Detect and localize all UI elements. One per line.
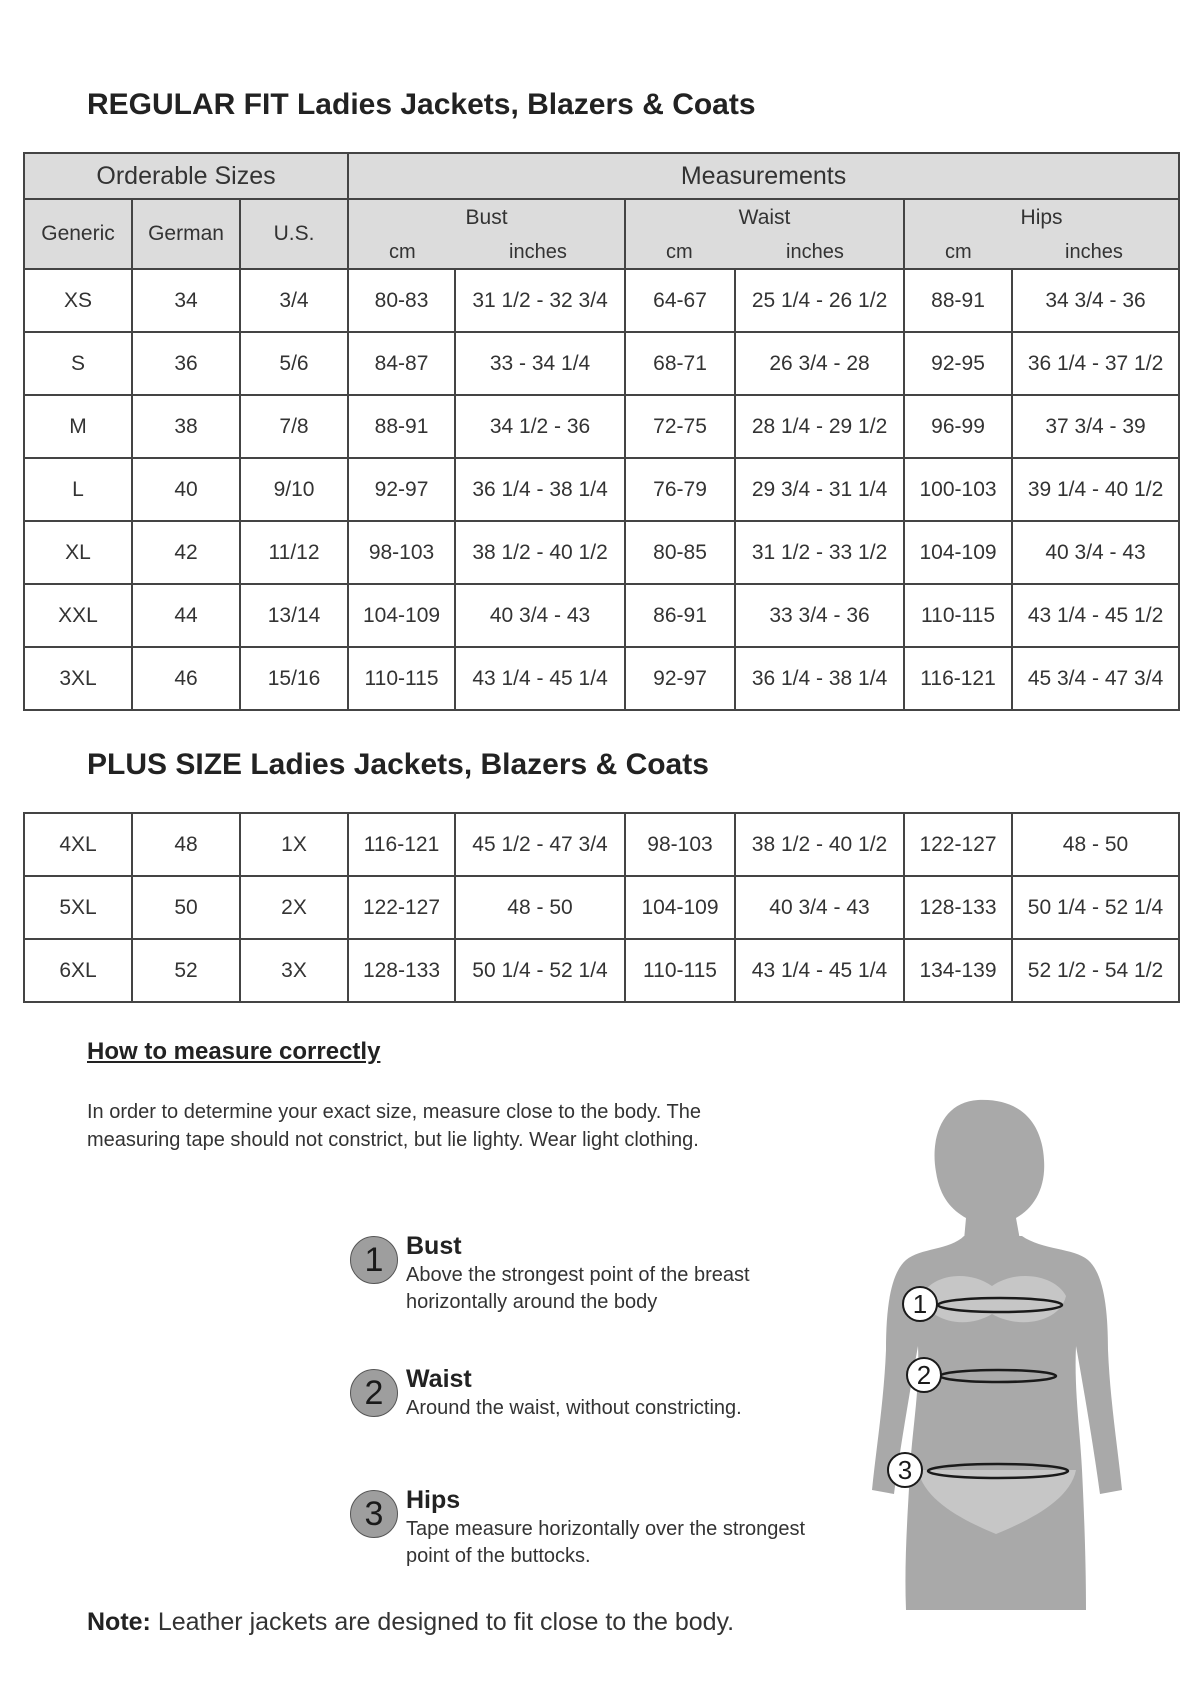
- hips-cm-cell: 116-121: [904, 647, 1012, 710]
- waist-inches-cell: 40 3/4 - 43: [735, 876, 904, 939]
- bust-inches-cell: 48 - 50: [455, 876, 625, 939]
- generic-cell: XXL: [24, 584, 132, 647]
- bust-cm-cell: 128-133: [348, 939, 455, 1002]
- bust-cm-cell: 80-83: [348, 269, 455, 332]
- german-cell: 42: [132, 521, 240, 584]
- bust-cm-label: cm: [389, 241, 416, 263]
- us-cell: 13/14: [240, 584, 348, 647]
- plus-size-table: [23, 812, 1180, 1003]
- bust-cm-cell: 110-115: [348, 647, 455, 710]
- size-row: [24, 813, 1179, 876]
- us-cell: 3/4: [240, 269, 348, 332]
- size-row: [24, 395, 1179, 458]
- bust-cm-cell: 122-127: [348, 876, 455, 939]
- waist-column-header: [625, 199, 904, 269]
- waist-inches-cell: 29 3/4 - 31 1/4: [735, 458, 904, 521]
- waist-cm-cell: 76-79: [625, 458, 735, 521]
- hips-inches-cell: 39 1/4 - 40 1/2: [1012, 458, 1179, 521]
- german-cell: 50: [132, 876, 240, 939]
- waist-inches-label: inches: [786, 241, 844, 263]
- waist-cm-cell: 64-67: [625, 269, 735, 332]
- bust-inches-label: inches: [509, 241, 567, 263]
- hips-marker-number: 3: [897, 1455, 913, 1485]
- size-row: [24, 584, 1179, 647]
- hips-inches-cell: 37 3/4 - 39: [1012, 395, 1179, 458]
- us-cell: 3X: [240, 939, 348, 1002]
- waist-label: Waist: [738, 206, 791, 229]
- hips-inches-cell: 52 1/2 - 54 1/2: [1012, 939, 1179, 1002]
- us-cell: 7/8: [240, 395, 348, 458]
- bust-column-header: [348, 199, 625, 269]
- german-cell: 40: [132, 458, 240, 521]
- hips-cm-cell: 128-133: [904, 876, 1012, 939]
- waist-inches-cell: 31 1/2 - 33 1/2: [735, 521, 904, 584]
- us-cell: 9/10: [240, 458, 348, 521]
- hips-inches-cell: 40 3/4 - 43: [1012, 521, 1179, 584]
- bust-cm-cell: 88-91: [348, 395, 455, 458]
- bust-label: Bust: [465, 206, 508, 229]
- generic-cell: 4XL: [24, 813, 132, 876]
- generic-cell: XS: [24, 269, 132, 332]
- us-cell: 15/16: [240, 647, 348, 710]
- bust-cm-cell: 84-87: [348, 332, 455, 395]
- size-row: [24, 876, 1179, 939]
- waist-inches-cell: 26 3/4 - 28: [735, 332, 904, 395]
- hips-inches-cell: 45 3/4 - 47 3/4: [1012, 647, 1179, 710]
- waist-cm-cell: 104-109: [625, 876, 735, 939]
- hips-inches-cell: 36 1/4 - 37 1/2: [1012, 332, 1179, 395]
- german-cell: 36: [132, 332, 240, 395]
- waist-inches-cell: 28 1/4 - 29 1/2: [735, 395, 904, 458]
- us-cell: 11/12: [240, 521, 348, 584]
- bust-inches-cell: 45 1/2 - 47 3/4: [455, 813, 625, 876]
- hips-cm-cell: 122-127: [904, 813, 1012, 876]
- bust-cm-cell: 92-97: [348, 458, 455, 521]
- bust-cm-cell: 116-121: [348, 813, 455, 876]
- how-to-measure-title: How to measure correctly: [87, 1038, 381, 1065]
- bust-inches-cell: 38 1/2 - 40 1/2: [455, 521, 625, 584]
- german-cell: 34: [132, 269, 240, 332]
- german-cell: 38: [132, 395, 240, 458]
- step-1-badge: 1: [350, 1236, 398, 1284]
- hips-cm-cell: 104-109: [904, 521, 1012, 584]
- hips-inches-cell: 43 1/4 - 45 1/2: [1012, 584, 1179, 647]
- bust-inches-cell: 36 1/4 - 38 1/4: [455, 458, 625, 521]
- hips-cm-cell: 88-91: [904, 269, 1012, 332]
- orderable-sizes-header: Orderable Sizes: [24, 153, 348, 199]
- waist-inches-cell: 43 1/4 - 45 1/4: [735, 939, 904, 1002]
- leather-note: [87, 1608, 734, 1637]
- waist-inches-cell: 36 1/4 - 38 1/4: [735, 647, 904, 710]
- generic-cell: M: [24, 395, 132, 458]
- german-cell: 52: [132, 939, 240, 1002]
- size-row: [24, 647, 1179, 710]
- generic-cell: XL: [24, 521, 132, 584]
- size-row: [24, 269, 1179, 332]
- hips-inches-cell: 34 3/4 - 36: [1012, 269, 1179, 332]
- bust-inches-cell: 34 1/2 - 36: [455, 395, 625, 458]
- step-2-title: Waist: [406, 1365, 472, 1393]
- bust-inches-cell: 43 1/4 - 45 1/4: [455, 647, 625, 710]
- waist-cm-cell: 110-115: [625, 939, 735, 1002]
- waist-cm-label: cm: [666, 241, 693, 263]
- waist-cm-cell: 92-97: [625, 647, 735, 710]
- note-text: Leather jackets are designed to fit close to the body.: [157, 1608, 735, 1636]
- waist-inches-cell: 25 1/4 - 26 1/2: [735, 269, 904, 332]
- bust-marker-number: 1: [912, 1289, 928, 1319]
- regular-fit-title: REGULAR FIT Ladies Jackets, Blazers & Coats: [87, 88, 756, 121]
- bust-inches-cell: 31 1/2 - 32 3/4: [455, 269, 625, 332]
- bust-inches-cell: 50 1/4 - 52 1/4: [455, 939, 625, 1002]
- step-3-badge: 3: [350, 1490, 398, 1538]
- generic-column-header: Generic: [24, 199, 132, 269]
- waist-cm-cell: 98-103: [625, 813, 735, 876]
- hips-column-header: [904, 199, 1179, 269]
- hips-cm-cell: 134-139: [904, 939, 1012, 1002]
- us-cell: 2X: [240, 876, 348, 939]
- step-3-description: Tape measure horizontally over the strongest point of the buttocks.: [406, 1518, 806, 1567]
- hips-cm-cell: 100-103: [904, 458, 1012, 521]
- waist-cm-cell: 72-75: [625, 395, 735, 458]
- plus-size-title: PLUS SIZE Ladies Jackets, Blazers & Coats: [87, 748, 709, 781]
- size-row: [24, 332, 1179, 395]
- us-cell: 5/6: [240, 332, 348, 395]
- size-row: [24, 521, 1179, 584]
- hips-inches-cell: 50 1/4 - 52 1/4: [1012, 876, 1179, 939]
- step-3-title: Hips: [406, 1486, 461, 1514]
- generic-cell: L: [24, 458, 132, 521]
- body-silhouette-figure: [870, 1090, 1140, 1630]
- generic-cell: 6XL: [24, 939, 132, 1002]
- waist-cm-cell: 80-85: [625, 521, 735, 584]
- us-cell: 1X: [240, 813, 348, 876]
- bust-cm-cell: 104-109: [348, 584, 455, 647]
- step-1-description: Above the strongest point of the breast horizontally around the body: [406, 1264, 750, 1313]
- head-silhouette: [935, 1100, 1045, 1240]
- hips-label: Hips: [1020, 206, 1063, 229]
- german-cell: 46: [132, 647, 240, 710]
- bust-cm-cell: 98-103: [348, 521, 455, 584]
- step-1-title: Bust: [406, 1232, 462, 1260]
- generic-cell: S: [24, 332, 132, 395]
- bust-inches-cell: 40 3/4 - 43: [455, 584, 625, 647]
- waist-inches-cell: 33 3/4 - 36: [735, 584, 904, 647]
- generic-cell: 3XL: [24, 647, 132, 710]
- us-column-header: U.S.: [240, 199, 348, 269]
- german-column-header: German: [132, 199, 240, 269]
- hips-cm-cell: 92-95: [904, 332, 1012, 395]
- size-row: [24, 939, 1179, 1002]
- step-2-badge: 2: [350, 1369, 398, 1417]
- bust-inches-cell: 33 - 34 1/4: [455, 332, 625, 395]
- measurements-header: Measurements: [348, 153, 1179, 199]
- hips-inches-label: inches: [1065, 241, 1123, 263]
- step-2-description: Around the waist, without constricting.: [406, 1397, 742, 1419]
- german-cell: 44: [132, 584, 240, 647]
- waist-cm-cell: 68-71: [625, 332, 735, 395]
- generic-cell: 5XL: [24, 876, 132, 939]
- hips-inches-cell: 48 - 50: [1012, 813, 1179, 876]
- waist-cm-cell: 86-91: [625, 584, 735, 647]
- german-cell: 48: [132, 813, 240, 876]
- hips-cm-cell: 110-115: [904, 584, 1012, 647]
- note-label: Note:: [87, 1608, 151, 1636]
- hips-cm-label: cm: [945, 241, 972, 263]
- regular-size-table: [23, 152, 1180, 711]
- waist-inches-cell: 38 1/2 - 40 1/2: [735, 813, 904, 876]
- measure-intro-text: In order to determine your exact size, measure close to the body. The measuring tape should not constrict, but lie lighty. Wear light clothing.: [87, 1101, 702, 1151]
- hips-cm-cell: 96-99: [904, 395, 1012, 458]
- size-row: [24, 458, 1179, 521]
- waist-marker-number: 2: [916, 1360, 932, 1390]
